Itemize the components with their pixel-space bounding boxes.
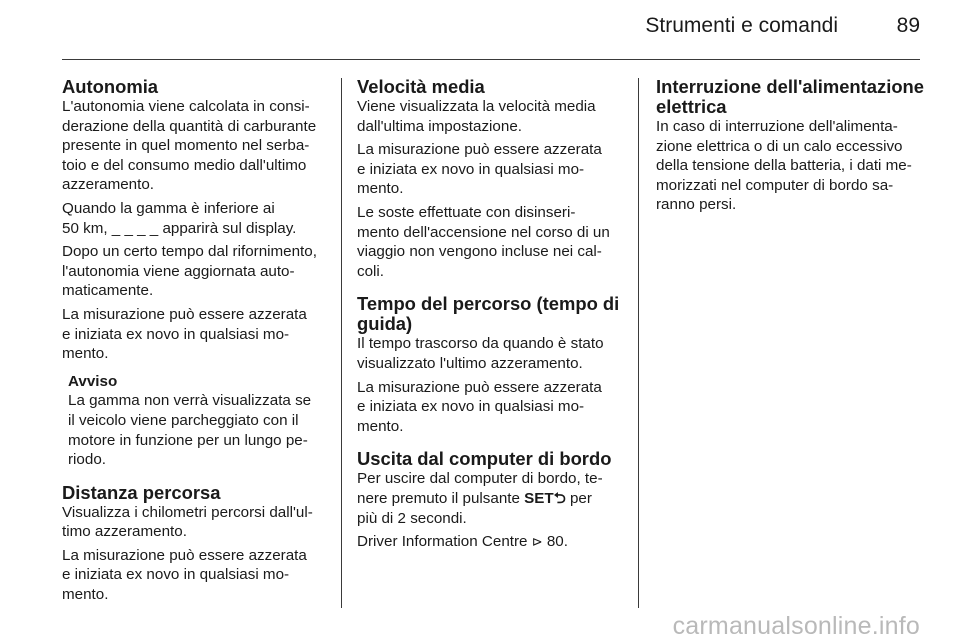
text-line: La misurazione può essere azzerata [62,305,307,323]
text-line: presente in quel momento nel serba- [62,137,310,155]
text-line: viaggio non vengono incluse nei cal- [357,243,602,261]
heading-tempo-line-1: Tempo del percorso (tempo di [357,293,620,315]
text-line: e iniziata ex novo in qualsiasi mo- [357,398,585,416]
uscita-line-3: più di 2 secondi. [357,509,467,527]
paragraph-uscita [357,469,623,528]
text-line: coli. [357,262,385,280]
paragraph-rimando [357,532,623,552]
heading-autonomia: Autonomia [62,76,159,97]
text-line: Quando la gamma è inferiore ai [62,199,275,217]
text-line: morizzati nel computer di bordo sa- [656,176,894,194]
header-divider [62,59,920,60]
text-line: e iniziata ex novo in qualsiasi mo- [62,566,290,584]
text-line: motore in funzione per un lungo pe- [68,431,308,449]
text-line: riodo. [68,451,106,469]
text-line: ranno persi. [656,196,737,214]
text-line: dall'ultima impostazione. [357,117,522,135]
paragraph-azzeramento-1 [62,305,326,364]
text-line: zione elettrica o di un calo eccessivo [656,137,903,155]
uscita-line-2-post: per [565,489,592,507]
column-divider-2 [638,78,639,608]
paragraph-tempo [357,334,623,373]
text-line: della tensione della batteria, i dati me- [656,157,912,175]
watermark: carmanualsonline.info [672,612,920,640]
column-2 [357,77,623,556]
text-line: mento. [62,586,109,604]
rimando-page: 80. [542,533,568,551]
heading-interruzione-line-2: elettrica [656,96,727,117]
section-title: Strumenti e comandi [645,14,838,37]
note-box [68,372,326,470]
column-divider-1 [341,78,342,608]
uscita-line-2 [357,489,623,509]
heading-uscita-computer: Uscita dal computer di bordo [357,448,612,470]
note-title: Avviso [68,372,118,390]
heading-distanza-percorsa: Distanza percorsa [62,481,221,503]
text-line: Visualizza i chilometri percorsi dall'ul- [62,503,313,521]
text-line: mento. [357,417,404,435]
return-icon: ⮌ [553,489,566,507]
text-line: maticamente. [62,282,154,300]
text-line: 50 km, _ _ _ _ apparirà sul display. [62,219,297,237]
text-line: In caso di interruzione dell'alimenta- [656,118,898,135]
text-line: derazione della quantità di carburante [62,117,317,135]
heading-tempo-percorso [357,294,623,334]
heading-tempo-line-2: guida) [357,313,413,335]
paragraph-velocita [357,97,623,136]
text-line: toio e del consumo medio dall'ultimo [62,156,307,174]
paragraph-distanza [62,503,326,542]
uscita-line-1: Per uscire dal computer di bordo, te- [357,470,603,488]
text-line: Viene visualizzata la velocità media [357,98,596,115]
text-line: mento dell'accensione nel corso di un [357,223,610,241]
column-3 [656,76,925,219]
text-line: azzeramento. [62,176,155,194]
text-line: La misurazione può essere azzerata [357,141,602,159]
text-line: il veicolo viene parcheggiato con il [68,411,299,429]
rimando-text: Driver Information Centre [357,533,532,551]
text-line: Dopo un certo tempo dal rifornimento, [62,243,317,261]
paragraph-soste [357,203,623,281]
text-line: Le soste effettuate con disinseri- [357,203,576,221]
text-line: e iniziata ex novo in qualsiasi mo- [357,160,585,178]
set-button-label: SET [524,489,554,507]
text-line: e iniziata ex novo in qualsiasi mo- [62,325,290,343]
paragraph-autonomia-calcolo [62,97,326,195]
heading-interruzione [656,76,925,117]
text-line: l'autonomia viene aggiornata auto- [62,262,295,280]
text-line: La misurazione può essere azzerata [357,378,602,396]
paragraph-azzeramento-4 [357,378,623,437]
note-text [68,391,326,469]
paragraph-azzeramento-2 [62,546,326,605]
text-line: mento. [357,180,404,198]
text-line: Il tempo trascorso da quando è stato [357,335,604,353]
text-line: La misurazione può essere azzerata [62,546,307,564]
text-line: visualizzato l'ultimo azzeramento. [357,354,583,372]
heading-velocita-media: Velocità media [357,76,485,97]
cross-reference-arrow-icon: ⊳ [531,534,543,550]
text-line: timo azzeramento. [62,523,187,541]
column-1 [62,77,326,609]
text-line: L'autonomia viene calcolata in consi- [62,98,310,115]
paragraph-gamma-inferiore [62,199,326,238]
uscita-line-2-pre: nere premuto il pulsante [357,489,525,507]
page-number: 89 [896,14,920,37]
paragraph-interruzione [656,117,922,215]
text-line: mento. [62,345,109,363]
paragraph-aggiornamento [62,242,326,301]
text-line: La gamma non verrà visualizzata se [68,392,312,410]
paragraph-azzeramento-3 [357,140,623,199]
heading-interruzione-line-1: Interruzione dell'alimentazione [656,76,925,97]
